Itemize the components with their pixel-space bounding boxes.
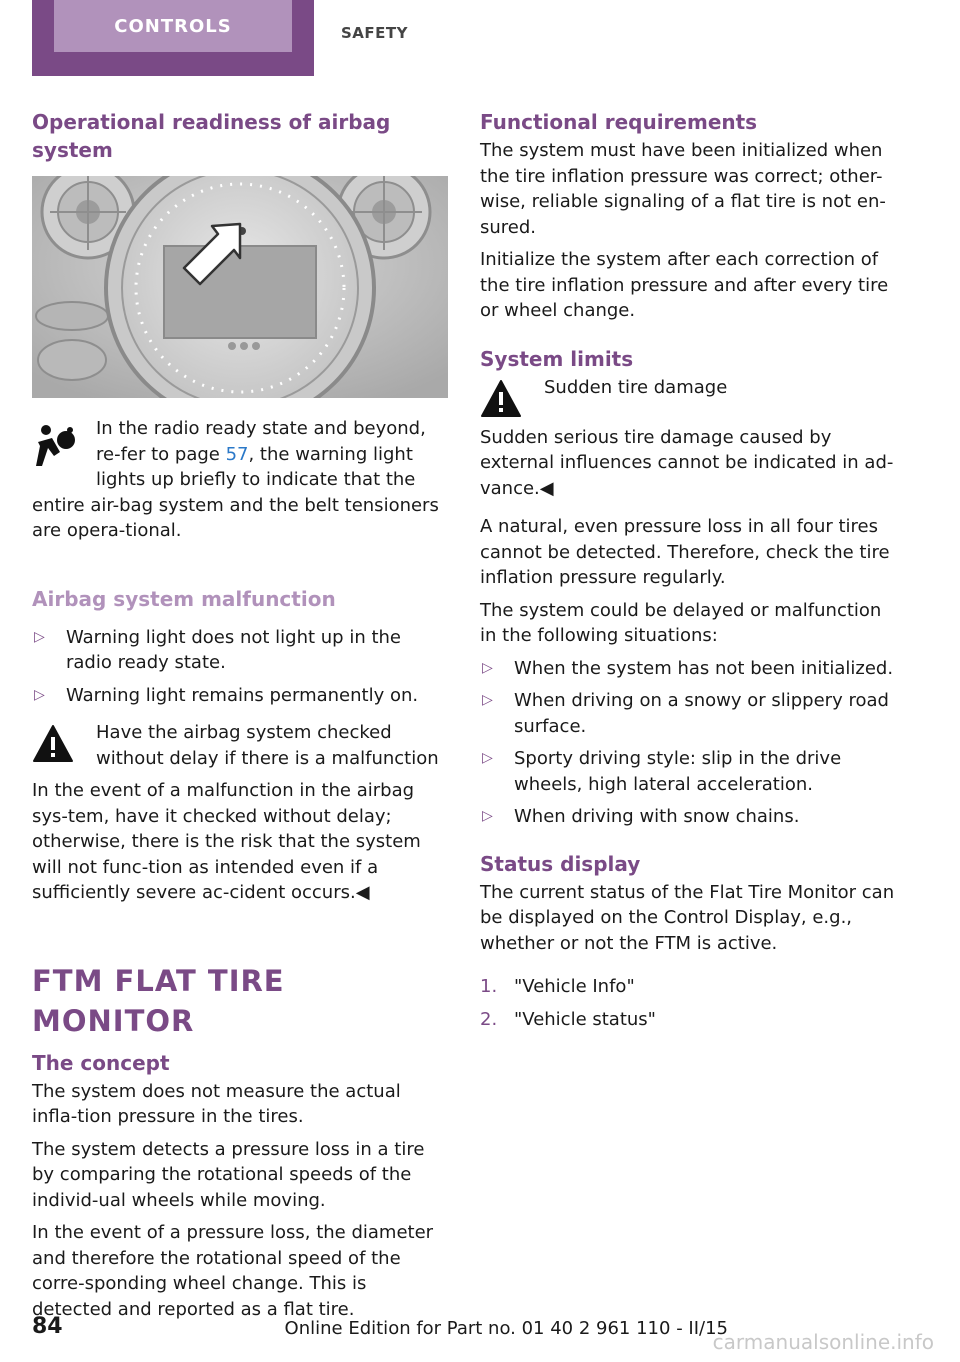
tire-damage-warning [480,375,896,429]
list-item: 2. "Vehicle status" [480,1008,656,1030]
edition-footer: Online Edition for Part no. 01 40 2 961 110 - II/15 [284,1318,728,1339]
airbag-warning-heading: Have the airbag system checked without delay if there is a malfunction [96,722,439,769]
right-column [480,108,896,1039]
limits-para: The system could be delayed or malfunction in the following situations: [480,599,882,646]
header-tab-controls-label: CONTROLS [54,0,292,52]
concept-para: The system does not measure the actual infla-tion pressure in the tires. [32,1080,401,1127]
bullet-triangle-icon: ▷ [34,686,45,703]
airbag-warning-notice [32,720,448,778]
end-mark-icon: ◀ [539,477,554,499]
airbag-malfunction-title: Airbag system malfunction [32,586,336,611]
airbag-readiness-text-part2: , the warning light lights up briefly to indicate that the entire air-bag system and the belt tensioners are opera-tional. [32,443,439,541]
ftm-section-title: FTM FLAT TIRE MONITOR [32,963,285,1038]
bullet-triangle-icon: ▷ [34,628,45,645]
status-steps [480,974,896,1032]
func-para: The system must have been initialized when the tire inflation pressure was correct; other-wise, reliable signaling of a flat tire is not en-sured. [480,140,886,238]
header-tab-controls [32,0,314,76]
list-item: ▷ Warning light remains permanently on. [32,683,448,709]
list-item: ▷ When driving with snow chains. [480,804,896,830]
page-number: 84 [32,1314,63,1339]
concept-para: The system detects a pressure loss in a tire by comparing the rotational speeds of the individ-ual wheels while moving. [32,1138,425,1211]
airbag-readiness-title: Operational readiness of airbag system [32,110,391,162]
concept-para: In the event of a pressure loss, the diameter and therefore the rotational speed of the corre-sponding wheel change. This is detected and reported as a flat tire. [32,1222,434,1320]
system-limits-title: System limits [480,346,634,371]
left-column [32,108,448,1329]
list-item: ▷ Sporty driving style: slip in the drive wheels, high lateral acceleration. [482,748,842,795]
limits-list [480,656,896,830]
list-item: ▷ When the system has not been initialized. [480,656,896,682]
page-57-link[interactable]: 57 [225,443,249,465]
bullet-triangle-icon: ▷ [482,659,493,676]
bullet-triangle-icon: ▷ [482,692,493,708]
functional-requirements-title: Functional requirements [480,110,758,134]
limits-para: A natural, even pressure loss in all four tires cannot be detected. Therefore, check the tire inflation pressure regularly. [480,516,890,588]
malfunction-list [32,625,448,709]
warning-triangle-icon [32,724,78,770]
list-item: 1. "Vehicle Info" [480,976,635,997]
list-item: ▷ When driving on a snowy or slippery road surface. [482,690,889,737]
instrument-cluster-illustration [32,176,448,398]
airbag-warning-icon [32,422,78,468]
concept-title: The concept [32,1050,170,1075]
func-para: Initialize the system after each correction of the tire inflation pressure and after every tire or wheel change. [480,249,889,321]
watermark: carmanualsonline.info [712,1330,934,1354]
bullet-triangle-icon: ▷ [482,750,493,766]
speedometer-dial [106,176,374,398]
status-para: The current status of the Flat Tire Monitor can be displayed on the Control Display, e.g., whether or not the FTM is active. [480,881,895,954]
warning-triangle-icon [480,379,526,425]
tire-damage-heading: Sudden tire damage [544,376,728,398]
airbag-readiness-block [32,416,448,551]
end-mark-icon: ◀ [355,882,370,903]
instrument-cluster-figure [32,176,448,398]
airbag-readiness-text [32,416,448,544]
airbag-warning-body: In the event of a malfunction in the airbag sys-tem, have it checked without delay; otherwise, there is the risk that the system will not func-tion as intended even if a sufficiently severe ac-cident occurs.◀ [32,780,421,903]
header-tab-safety: SAFETY [341,24,408,42]
list-item: ▷ Warning light does not light up in the radio ready state. [34,626,401,673]
airbag-readiness-text-part1: In the radio ready state and beyond, re-fer to page [96,418,426,465]
bullet-triangle-icon: ▷ [482,808,493,824]
status-display-title: Status display [480,851,641,876]
tire-damage-body: Sudden serious tire damage caused by external influences cannot be indicated in ad-vance.◀ [480,426,894,499]
